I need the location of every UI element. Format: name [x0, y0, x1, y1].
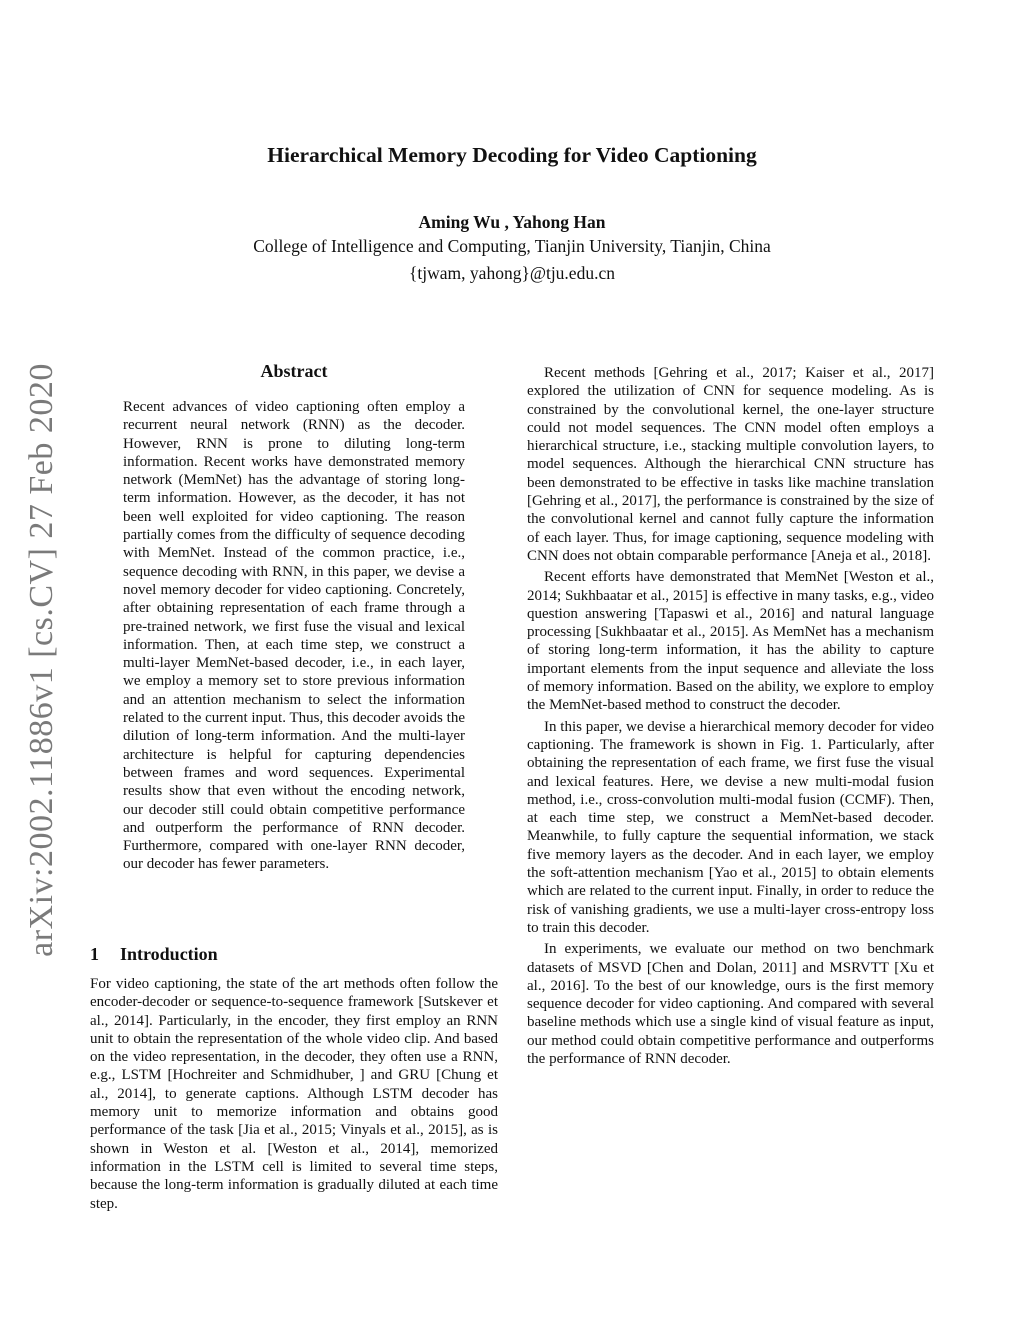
author-affiliation: College of Intelligence and Computing, Tianjin University, Tianjin, China — [253, 236, 771, 256]
abstract-text: Recent advances of video captioning often employ a recurrent neural network (RNN) as the decoder. However, RNN is prone to diluting long-term information. Recent works have demonstrated memory network (MemNet) has the advantage of storing long-term information. However, as the decoder, it has not been well exploited for video captioning. The reason partially comes from the difficulty of sequence decoding with MemNet. Instead of the common practice, i.e., sequence decoding with RNN, in this paper, we devise a novel memory decoder for video captioning. Concretely, after obtaining representation of each frame through a pre-trained network, we first fuse the visual and lexical information. Then, at each time step, we construct a multi-layer MemNet-based decoder, i.e., in each layer, we employ a memory set to store previous information and an attention mechanism to select the information related to the current input. Thus, this decoder avoids the dilution of long-term information. And the multi-layer architecture is helpful for capturing dependencies between frames and word sequences. Experimental results show that even without the encoding network, our decoder still could obtain competitive performance and outperform the performance of RNN decoder. Furthermore, compared with one-layer RNN decoder, our decoder has fewer parameters. — [123, 399, 465, 873]
abstract-heading: Abstract — [260, 361, 328, 381]
section-title: Introduction — [120, 944, 218, 964]
introduction-right-column — [527, 364, 934, 1071]
intro-paragraph: For video captioning, the state of the art methods often follow the encoder-decoder or sequence-to-sequence framework [Sutskever et al., 2014]. Particularly, in the encoder, they first employ an RNN unit to obtain the representation of the whole video clip. And based on the video representation, in the decoder, they often use a RNN, e.g., LSTM [Hochreiter and Schmidhuber, ] and GRU [Chung et al., 2014], to generate captions. Although LSTM decoder has memory unit to memorize information and obtains good performance of the task [Jia et al., 2015; Vinyals et al., 2015], as is shown in Weston et al. [Weston et al., 2014], memorized information in the LSTM cell is limited to several time steps, because the long-term information is gradually diluted at each time step. — [90, 976, 498, 1212]
intro-paragraph: Recent methods [Gehring et al., 2017; Kaiser et al., 2017] explored the utilization of CNN for sequence modeling. As is constrained by the convolutional kernel, the one-layer structure could not model sequences. The CNN model often employs a hierarchical structure, i.e., stacking multiple convolution layers, to model sequences. Although the hierarchical CNN structure has been demonstrated to be effective in tasks like machine translation [Gehring et al., 2017], the performance is constrained by the size of the convolutional kernel and cannot fully capture the information of each layer. Thus, for image captioning, sequence modeling with CNN does not obtain comparable performance [Aneja et al., 2018]. — [527, 365, 934, 564]
section-heading-introduction — [90, 944, 218, 965]
intro-paragraph: In this paper, we devise a hierarchical memory decoder for video captioning. The framework is shown in Fig. 1. Particularly, after obtaining the representation of each frame, we first fuse the visual and lexical features. Here, we devise a new multi-modal fusion method, i.e., cross-convolution multi-modal fusion (CCMF). Then, at each time step, we construct a MemNet-based decoder. Meanwhile, to fully capture the sequential information, we stack five memory layers as the decoder. And in each layer, we employ the soft-attention mechanism [Yao et al., 2015] to obtain elements which are related to the current input. Finally, in order to reduce the risk of vanishing gradients, we use a multi-layer cross-entropy loss to train this decoder. — [527, 718, 934, 936]
introduction-left-column — [90, 975, 498, 1213]
arxiv-identifier-stamp: arXiv:2002.11886v1 [cs.CV] 27 Feb 2020 — [23, 363, 60, 957]
author-email: {tjwam, yahong}@tju.edu.cn — [409, 263, 615, 283]
section-number: 1 — [90, 944, 99, 964]
paper-authors: Aming Wu , Yahong Han — [418, 212, 606, 232]
paper-title: Hierarchical Memory Decoding for Video Captioning — [267, 143, 757, 167]
abstract-body — [123, 398, 465, 874]
intro-paragraph: In experiments, we evaluate our method on two benchmark datasets of MSVD [Chen and Dolan, 2011] and MSRVTT [Xu et al., 2016]. To the best of our knowledge, ours is the first memory sequence decoder for video captioning. And compared with several baseline methods which use a single kind of visual feature as input, our method could obtain competitive performance and outperforms the performance of RNN decoder. — [527, 941, 934, 1067]
intro-paragraph: Recent efforts have demonstrated that MemNet [Weston et al., 2014; Sukhbaatar et al., 2015] is effective in many tasks, e.g., video question answering [Tapaswi et al., 2016] and natural language processing [Sukhbaatar et al., 2015]. As MemNet has a mechanism of storing long-term information, it has the ability to capture important elements from the input sequence and alleviate the loss of memory information. Based on the ability, we explore to employ the MemNet-based method to construct the decoder. — [527, 569, 934, 714]
